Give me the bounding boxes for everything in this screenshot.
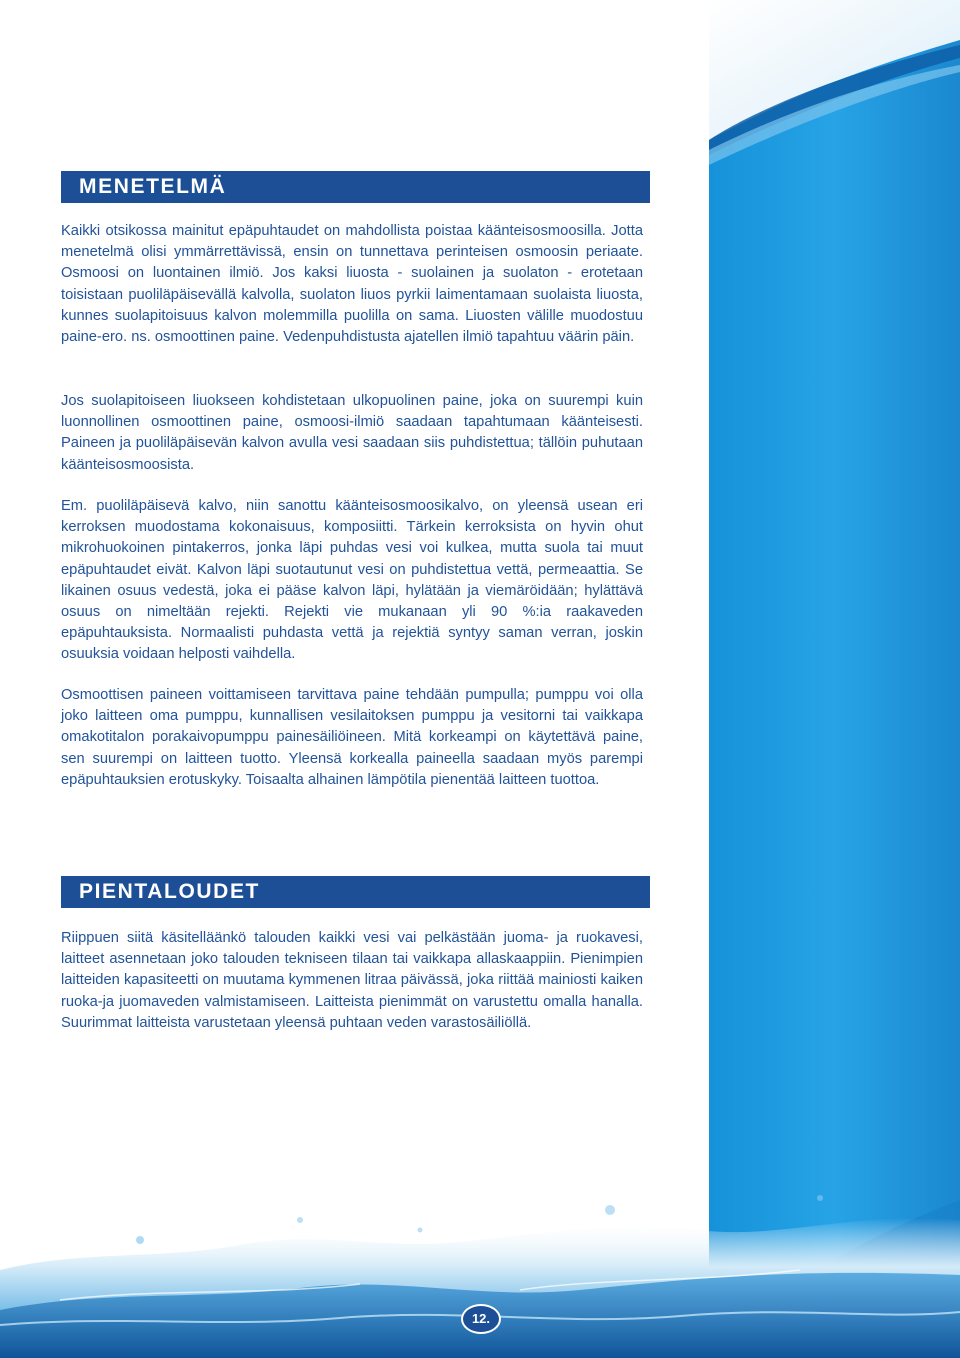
section-header-pientaloudet [61, 876, 650, 908]
section-title: PIENTALOUDET [79, 880, 260, 903]
paragraph: Jos suolapitoiseen liuokseen kohdistetaan ulkopuolinen paine, joka on suurempi kuin luonnollinen osmoottinen paine, osmoosi-ilmiö saadaan tapahtumaan käänteisesti. Paineen ja puoliläpäisevän kalvon avulla vesi saadaan siis puhdistettua; tällöin puhutaan käänteisosmoosista. [61, 393, 643, 473]
section-header-menetelma [61, 171, 650, 203]
page-number-badge [461, 1304, 501, 1334]
paragraph: Em. puoliläpäisevä kalvo, niin sanottu käänteisosmoosikalvo, on yleensä usean eri kerroksen muodostama kokonaisuus, komposiitti. Tärkein kerroksista on hyvin ohut mikrohuokoinen pintakerros, jonka läpi puhdas vesi voi kulkea, mutta suola tai muut epäpuhtaudet eivät. Kalvon läpi suotautunut vesi on puhdistettua vettä, permeaattia. Se likainen osuus vedestä, joka ei pääse kalvon läpi, hylätään ja viemäröidään; hylättävä osuus on nimeltään rejekti. Rejekti vie mukanaan yli 90 %:ia raakaveden epäpuhtauksista. Normaalisti puhdasta vettä ja rejektiä syntyy saman verran, joskin osuuksia voidaan helposti vaihdella. [61, 498, 643, 663]
paragraph: Osmoottisen paineen voittamiseen tarvittava paine tehdään pumpulla; pumppu voi olla joko laitteen oma pumppu, kunnallisen vesilaitoksen pumppu ja vesitorni tai vaikkapa omakotitalon porakaivopumppu painesäiliöineen. Mitä korkeampi on käytettävä paine, sen suurempi on laitteen tuotto. Yleensä korkealla paineella saadaan myös parempi epäpuhtauksien erotuskyky. Toisaalta alhainen lämpötila pienentää laitteen tuottoa. [61, 687, 643, 788]
paragraph: Riippuen siitä käsitelläänkö talouden kaikki vesi vai pelkästään juoma- ja ruokavesi, laitteet asennetaan joko talouden tekniseen tilaan tai vaikkapa allaskaappiin. Pienimpien laitteiden kapasiteetti on muutama kymmenen litraa päivässä, joka riittää mainiosti kaiken ruoka-ja juomaveden valmistamiseen. Laitteista pienimmät on varustettu omalla hanalla. Suurimmat laitteista varustetaan yleensä puhtaan veden varastosäiliöllä. [61, 930, 643, 1031]
paragraph: Kaikki otsikossa mainitut epäpuhtaudet on mahdollista poistaa käänteisosmoosilla. Jotta menetelmä olisi ymmärrettävissä, ensin on tunnettava perinteisen osmoosin periaate. Osmoosi on luontainen ilmiö. Jos kaksi liuosta - suolainen ja suolaton - erotetaan toisistaan puoliläpäisevällä kalvolla, suolaton liuos pyrkii laimentamaan suolaista liuosta, kunnes suolapitoisuus kalvon molemmilla puolilla on sama. Liuosten välille muodostuu paine-ero. ns. osmoottinen paine. Vedenpuhdistusta ajatellen ilmiö tapahtuu väärin päin. [61, 223, 643, 346]
section-title: MENETELMÄ [79, 175, 227, 198]
page-number: 12. [471, 1311, 491, 1326]
